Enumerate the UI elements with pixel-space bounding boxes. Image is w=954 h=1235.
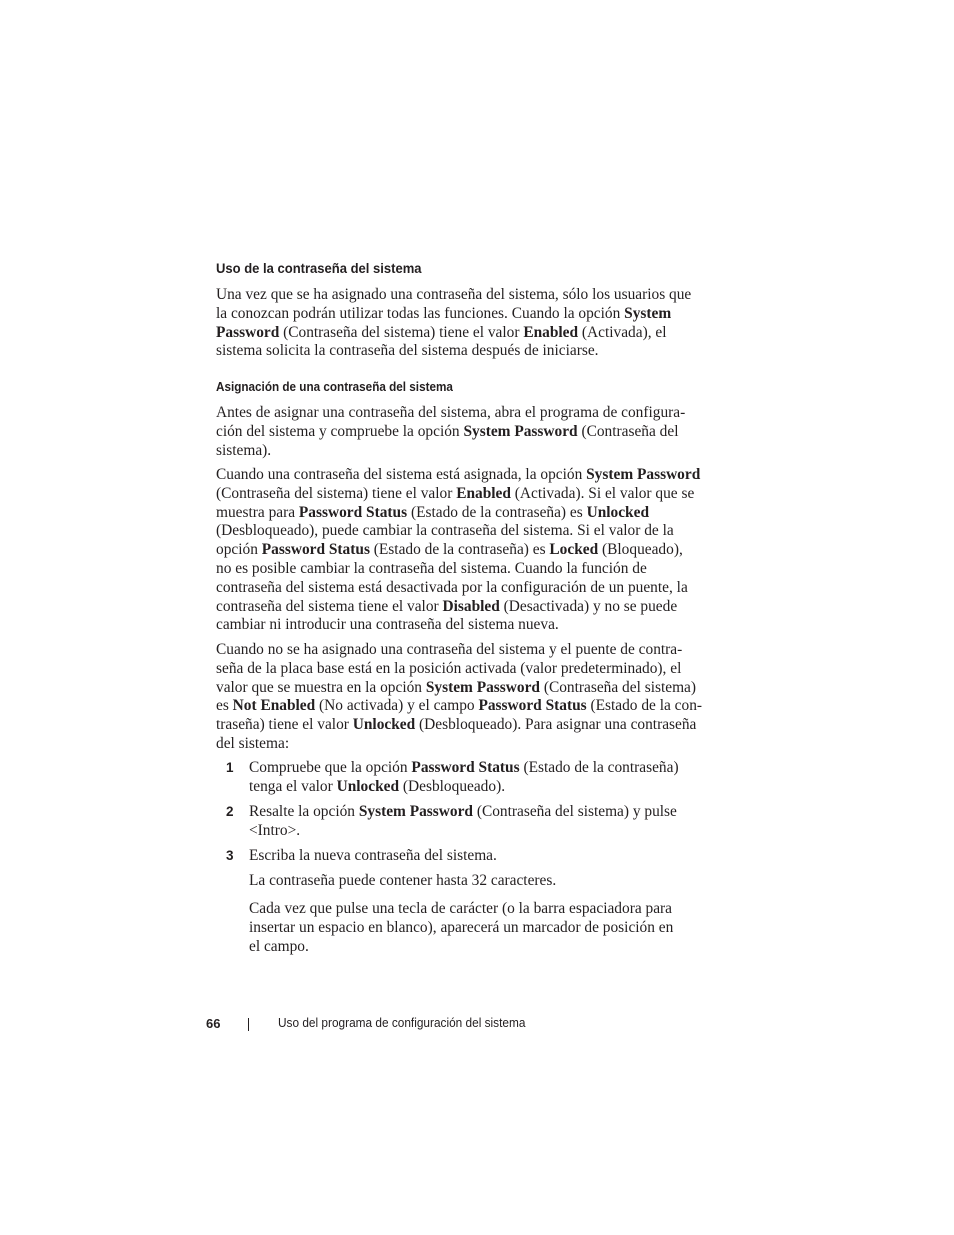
text-line: traseña) tiene el valor Unlocked (Desbloqueado). Para asignar una contraseña: [216, 716, 697, 734]
text-line: contraseña del sistema tiene el valor Disabled (Desactivada) y no se puede: [216, 597, 678, 615]
text-line: no es posible cambiar la contraseña del sistema. Cuando la función de: [216, 559, 647, 577]
section-heading: Uso de la contraseña del sistema: [216, 260, 422, 276]
text-line: (Desbloqueado), puede cambiar la contraseña del sistema. Si el valor de la: [216, 522, 674, 540]
intro-paragraph: [216, 286, 716, 361]
paragraph-1: [216, 404, 716, 460]
text-line: opción Password Status (Estado de la contraseña) es Locked (Bloqueado),: [216, 541, 683, 559]
subsection-heading: Asignación de una contraseña del sistema: [216, 380, 453, 394]
text-line: sistema).: [216, 441, 272, 459]
step-3-note-1: La contraseña puede contener hasta 32 caracteres.: [249, 872, 557, 889]
text-line: cambiar ni introducir una contraseña del sistema nueva.: [216, 616, 559, 634]
footer-title: Uso del programa de configuración del sistema: [278, 1016, 526, 1030]
text-line: valor que se muestra en la opción System Password (Contraseña del sistema): [216, 678, 696, 696]
step-number: 2: [226, 804, 234, 819]
text-line: seña de la placa base está en la posición activada (valor predeterminado), el: [216, 659, 682, 677]
text-line: ción del sistema y compruebe la opción System Password (Contraseña del: [216, 422, 679, 440]
step-number: 3: [226, 848, 234, 863]
text-line: Antes de asignar una contraseña del sistema, abra el programa de configura-: [216, 404, 686, 421]
page-number: 66: [206, 1016, 221, 1031]
text-line: Cuando una contraseña del sistema está asignada, la opción System Password: [216, 466, 701, 483]
paragraph-2: [216, 466, 716, 635]
step-number: 1: [226, 760, 234, 775]
footer-separator: [248, 1018, 249, 1031]
text-line: (Contraseña del sistema) tiene el valor Enabled (Activada). Si el valor que se: [216, 484, 695, 502]
step-3-text: Escriba la nueva contraseña del sistema.: [249, 847, 497, 864]
step-2-text: Resalte la opción System Password (Contraseña del sistema) y pulse <Intro>.: [249, 803, 677, 839]
paragraph-3: [216, 641, 716, 754]
text-line: la conozcan podrán utilizar todas las funciones. Cuando la opción System: [216, 304, 672, 322]
step-3-note-2: Cada vez que pulse una tecla de carácter (o la barra espaciadora para insertar un espacio en blanco), aparecerá un marcador de posición en el campo.: [249, 900, 674, 955]
text-line: Una vez que se ha asignado una contraseña del sistema, sólo los usuarios que: [216, 286, 692, 303]
text-line: Password (Contraseña del sistema) tiene el valor Enabled (Activada), el: [216, 323, 667, 341]
text-line: muestra para Password Status (Estado de la contraseña) es Unlocked: [216, 503, 650, 521]
text-line: es Not Enabled (No activada) y el campo Password Status (Estado de la con-: [216, 697, 703, 715]
text-line: Cuando no se ha asignado una contraseña del sistema y el puente de contra-: [216, 641, 683, 658]
text-line: sistema solicita la contraseña del sistema después de iniciarse.: [216, 342, 599, 360]
text-line: contraseña del sistema está desactivada por la configuración de un puente, la: [216, 578, 688, 596]
step-1-text: Compruebe que la opción Password Status (Estado de la contraseña) tenga el valor Unlocked (Desbloqueado).: [249, 759, 679, 795]
text-line: del sistema:: [216, 734, 290, 752]
